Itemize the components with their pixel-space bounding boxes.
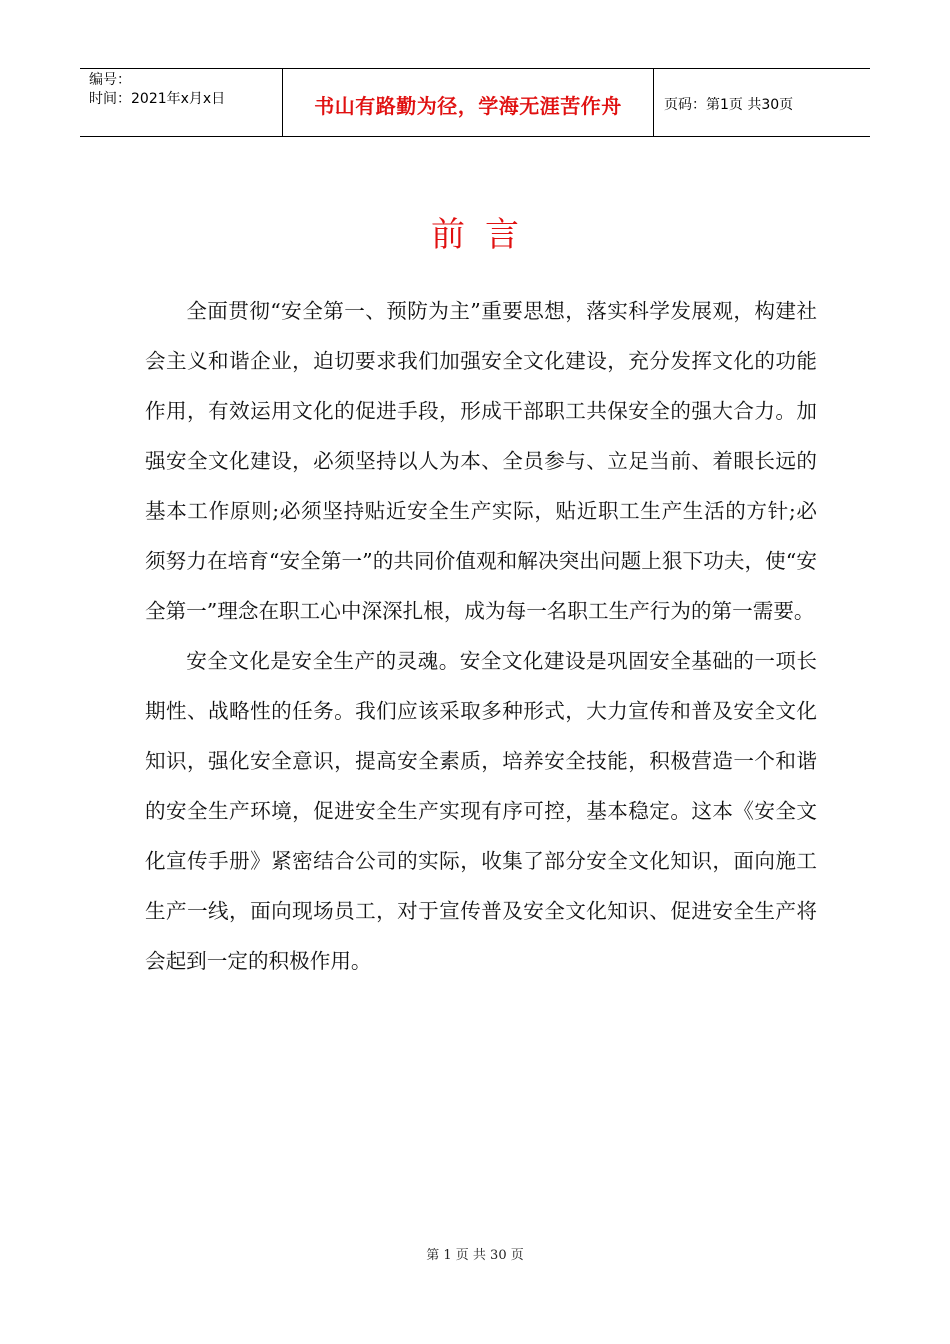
serial-number-label: 编号： (89, 72, 131, 88)
paragraph: 全面贯彻“安全第一、预防为主”重要思想，落实科学发展观，构建社会主义和谐企业，迫切要求我们加强安全文化建设，充分发挥文化的功能作用，有效运用文化的促进手段，形成干部职工共保安全的强大合力。加强安全文化建设，必须坚持以人为本、全员参与、立足当前、着眼长远的基本工作原则;必须坚持贴近安全生产实际，贴近职工生产生活的方针;必须努力在培育“安全第一”的共同价值观和解决突出问题上狠下功夫，使“安全第一”理念在职工心中深深扎根，成为每一名职工生产行为的第一需要。 (145, 299, 817, 623)
header-page-info: 页码：第1页 共30页 (664, 96, 794, 113)
document-title: 前言 (431, 215, 539, 255)
header-meta (80, 69, 282, 136)
date-line: 时间：2021年x月x日 (89, 91, 226, 107)
header-motto: 书山有路勤为径，学海无涯苦作舟 (282, 69, 654, 136)
page-header (80, 68, 870, 137)
document-body (145, 286, 817, 986)
paragraph: 安全文化是安全生产的灵魂。安全文化建设是巩固安全基础的一项长期性、战略性的任务。我们应该采取多种形式，大力宣传和普及安全文化知识，强化安全意识，提高安全素质，培养安全技能，积极营造一个和谐的安全生产环境，促进安全生产实现有序可控，基本稳定。这本《安全文化宣传手册》紧密结合公司的实际，收集了部分安全文化知识，面向施工生产一线，面向现场员工，对于宣传普及安全文化知识、促进安全生产将会起到一定的积极作用。 (145, 649, 817, 973)
page-footer: 第 1 页 共 30 页 (426, 1248, 524, 1263)
